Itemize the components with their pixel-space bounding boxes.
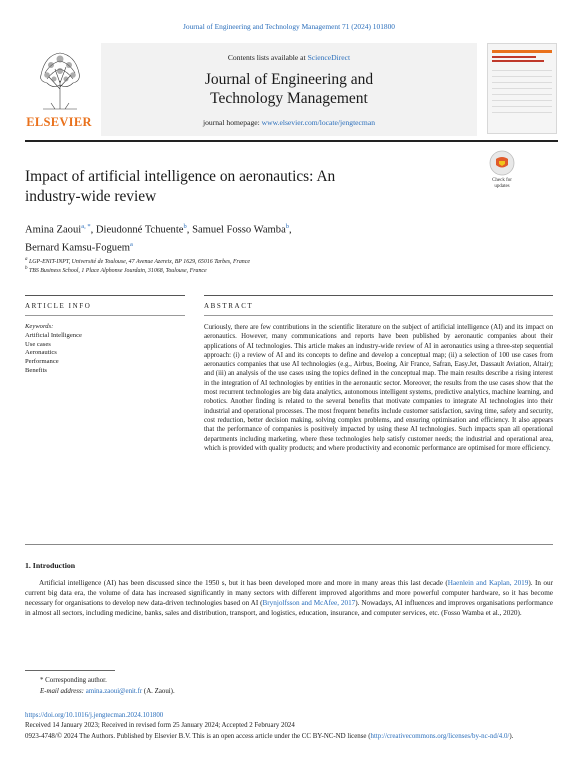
article-title-line1: Impact of artificial intelligence on aeronautics: An (25, 168, 336, 185)
check-for-updates-label (482, 178, 522, 190)
article-info-rule (25, 315, 185, 316)
homepage-prefix: journal homepage: (203, 118, 262, 127)
article-info-heading: ARTICLE INFO (25, 302, 92, 310)
intro-text-part: Artificial intelligence (AI) has been discussed since the 1950 s, but it has been developed more and more in many areas this last decade ( (39, 579, 448, 587)
author-affil-ref[interactable]: b (285, 223, 290, 230)
affiliation (25, 266, 207, 274)
elsevier-logo[interactable] (25, 43, 93, 134)
email-note (40, 688, 175, 695)
homepage-line (101, 118, 477, 127)
abstract-heading: ABSTRACT (204, 302, 254, 310)
journal-masthead (25, 43, 558, 138)
contents-prefix: Contents lists available at (227, 53, 308, 62)
intro-text-part: ). Nowadays, AI influences and improves organisations performance in almost all sectors, including medicine, banks, sales and distribution, transport, and logistics, education, insurance, and computer services, etc. (Fosso Wamba et al., 2020). (25, 599, 553, 618)
email-link[interactable]: amina.zaoui@enit.fr (85, 688, 143, 695)
article-title-line2: industry-wide review (25, 188, 157, 205)
author-name[interactable]: Samuel Fosso Wamba (192, 224, 286, 236)
author-list: Amina Zaoui$^{a, *}$, Dieudonné Tchuente$^b$, Samuel Fosso Wamba$^b$, Bernard Kamsu-Foguem$^a$ (25, 223, 292, 254)
corresponding-author-text: Corresponding author. (45, 677, 107, 684)
keyword: Use cases (25, 340, 51, 348)
check-label-line1: Check for (492, 178, 512, 183)
keyword: Benefits (25, 366, 47, 374)
masthead-rule (25, 140, 558, 142)
abstract-rule-top (204, 295, 553, 296)
running-head[interactable]: Journal of Engineering and Technology Management 71 (2024) 101800 (183, 22, 395, 31)
author-name[interactable]: Amina Zaoui (25, 224, 82, 236)
article-title (25, 167, 445, 207)
author-affil-ref[interactable]: a (130, 241, 133, 249)
citation-link[interactable]: Brynjolfsson and McAfee, 2017 (262, 599, 356, 608)
keyword: Performance (25, 358, 59, 366)
doi-link[interactable]: https://doi.org/10.1016/j.jengtecman.2024.101800 (25, 712, 164, 719)
affiliation-text: TBS Business School, 1 Place Alphonse Jourdain, 31068, Toulouse, France (28, 267, 207, 274)
license-end: ). (509, 733, 514, 740)
keywords-block (25, 323, 185, 376)
affiliation (25, 257, 250, 265)
license-text: 0923-4748/© 2024 The Authors. Published by Elsevier B.V. This is an open access article under the CC BY-NC-ND license ( (25, 733, 371, 740)
abstract-body: Curiously, there are few contributions in the scientific literature on the subject of artificial intelligence (AI) and its impact on aeronautics. However, many communications and reports have been published by aeronautic companies about their applications of AI technologies. This article makes an industry-wide review of AI in aeronautics using a three-step sequential approach: (i) a review of AI and its concepts to define and develop a conceptual map; (ii) a selection of 100 use cases from aeronautics companies that use AI technologies (e.g., Airbus, Boeing, Air France, Safran, Easy.Jet, Dassault Aviation, Altair); and (iii) an analysis of the use cases using the topics defined in the conceptual map. The main results describe a rising interest in the integration of AI technologies by entities in the aeronautic sector. Moreover, the results from the use cases show that the most recurrent technologies are big data analytics, autonomous intelligent systems, predictive analytics, machine learning, and robotics. Another finding is related to the several benefits that motivate companies to integrate AI technologies into their industrial and operational processes. The most frequent benefits include customer satisfaction, saving time, safety and security, cost reduction, better decision making, solving complex problems, and ensuring optimisation and efficiency. It also appears that the performance of companies is positively impacted by using these AI technologies. Such impacts span all operational departments including marketing, where these technologies help satisfy customer needs; the industrial and operational area, which is provided with quality products; and where productivity and economic performance are optimised for more efficiency. (204, 324, 553, 452)
contents-line (101, 53, 477, 62)
check-label-line2: updates (494, 184, 510, 189)
license-statement (25, 732, 553, 742)
author-name[interactable]: Dieudonné Tchuente (95, 224, 184, 236)
elsevier-tree-icon (31, 45, 89, 111)
introduction-paragraph (25, 578, 553, 618)
email-label: E-mail address: (40, 688, 86, 695)
footnote-rule (25, 670, 115, 671)
abstract-rule (204, 315, 553, 316)
intro-text-part: ). In our current big data era, the volume of data has increased significantly in many sectors with different improved algorithms and more powerful computer hardware, so it has become necessary for organisations to develop new data-driven technologies based on AI ( (25, 579, 554, 608)
affiliation-marker: b (25, 266, 28, 271)
author-affil-ref[interactable]: a, * (81, 223, 91, 230)
elsevier-wordmark: ELSEVIER (26, 115, 92, 129)
sciencedirect-link[interactable]: ScienceDirect (307, 53, 351, 62)
corresponding-author-note (40, 677, 107, 684)
journal-title-line2: Technology Management (210, 90, 368, 107)
license-link[interactable]: http://creativecommons.org/licenses/by-nc-nd/4.0/ (370, 733, 510, 740)
journal-cover-thumbnail[interactable] (487, 43, 557, 134)
check-for-updates-icon[interactable] (489, 150, 515, 176)
author-name[interactable]: Bernard Kamsu-Foguem (25, 242, 131, 254)
journal-title[interactable] (101, 70, 477, 108)
affiliation-marker: a (25, 257, 28, 262)
footnote-asterisk: * (40, 677, 46, 684)
abstract-bottom-rule (25, 544, 553, 545)
received-dates: Received 14 January 2023; Received in revised form 25 January 2024; Accepted 2 February 2024 (25, 722, 295, 729)
article-info-rule-top (25, 295, 185, 296)
keyword: Artificial Intelligence (25, 331, 82, 339)
keywords-label: Keywords: (25, 323, 54, 330)
email-suffix: (A. Zaoui). (142, 688, 175, 695)
affiliation-text: LGP-ENIT-INPT, Université de Toulouse, 47 Avenue Azereix, BP 1629, 65016 Tarbes, France (28, 258, 250, 265)
citation-link[interactable]: Haenlein and Kaplan, 2019 (447, 579, 529, 587)
section-heading-introduction: 1. Introduction (25, 561, 76, 570)
journal-title-line1: Journal of Engineering and (204, 71, 374, 88)
keyword: Aeronautics (25, 349, 57, 357)
author-affil-ref[interactable]: b (183, 223, 187, 230)
homepage-link[interactable]: www.elsevier.com/locate/jengtecman (261, 118, 375, 127)
masthead-center-band (101, 43, 477, 136)
